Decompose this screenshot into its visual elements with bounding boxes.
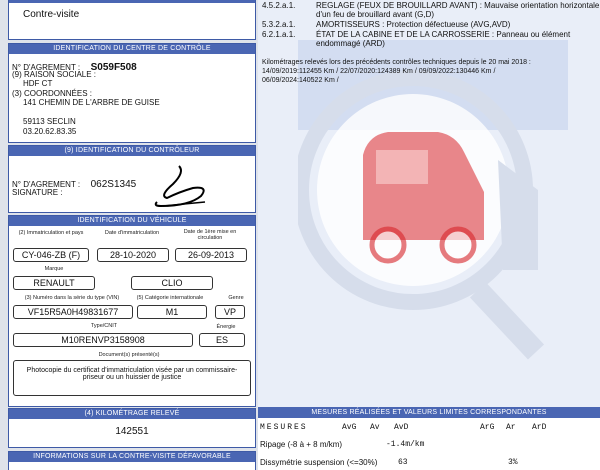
contre-visite-panel [8, 451, 256, 470]
address-line-1: 141 CHEMIN DE L'ARBRE DE GUISE [23, 98, 160, 107]
date-first-label: Date de 1ère mise en circulation [183, 229, 237, 241]
immat-value: CY-046-ZB (F) [13, 248, 89, 262]
col-avd: AvD [394, 423, 409, 432]
immat-label: (2) Immatriculation et pays [18, 230, 84, 236]
col-ar: Ar [506, 423, 516, 432]
col-avg: AvG [342, 423, 357, 432]
dissym-label: Dissymétrie suspension (<=30%) [260, 458, 378, 467]
controleur-agrement-label: N° D'AGREMENT : [12, 180, 81, 189]
centre-agrement-label: N° D'AGREMENT : [12, 63, 81, 72]
kilometrage-header: (4) KILOMÉTRAGE RELEVÉ [9, 409, 255, 419]
raison-label: (9) RAISON SOCIALE : [12, 70, 97, 79]
col-ard: ArD [532, 423, 547, 432]
controleur-header: (9) IDENTIFICATION DU CONTRÔLEUR [9, 146, 255, 156]
type-label: Type/CNIT [90, 323, 118, 329]
marque-label: Marque [44, 266, 64, 272]
vehicule-header: IDENTIFICATION DU VÉHICULE [9, 216, 255, 226]
defect-2-text: AMORTISSEURS : Protection défectueuse (AVG,AVD) [316, 20, 511, 29]
mesures-title: MESURES [260, 423, 308, 432]
signature-mark [149, 162, 229, 210]
cat-value: M1 [137, 305, 207, 319]
contre-visite-header: INFORMATIONS SUR LA CONTRE-VISITE DÉFAVORABLE [9, 452, 255, 462]
col-arg: ArG [480, 423, 495, 432]
signature-label: SIGNATURE : [12, 188, 63, 197]
centre-agrement-value: S059F508 [90, 62, 137, 73]
mesures-header: MESURES RÉALISÉES ET VALEURS LIMITES CORRESPONDANTES [258, 407, 600, 418]
docs-box [13, 360, 251, 396]
controleur-panel [8, 145, 256, 213]
docs-value: Photocopie du certificat d'immatriculation visée par un commissaire-priseur ou un huissier de justice [26, 367, 238, 381]
raison-value: HDF CT [23, 79, 53, 88]
phone: 03.20.62.83.35 [23, 127, 77, 136]
address-line-2: 59113 SECLIN [23, 117, 76, 126]
result-header [9, 0, 255, 3]
defect-1-code: 4.5.2.a.1. [262, 1, 296, 10]
result-value: Contre-visite [23, 9, 80, 20]
coord-label: (3) COORDONNÉES : [12, 89, 93, 98]
vin-value: VF15R5A0H49831677 [13, 305, 133, 319]
date-first-value: 26-09-2013 [175, 248, 247, 262]
energie-value: ES [199, 333, 245, 347]
vin-label: (3) Numéro dans la série du type (VIN) [24, 295, 120, 301]
type-value: M10RENVP3158908 [13, 333, 193, 347]
date-immat-label: Date d'immatriculation [104, 230, 160, 236]
km-history-line-3: 06/09/2024:140522 Km / [262, 77, 339, 84]
genre-value: VP [215, 305, 245, 319]
km-history-line-1: Kilométrages relevés lors des précédents contrôles techniques depuis le 20 mai 2018 : [262, 59, 531, 66]
date-immat-value: 28-10-2020 [97, 248, 169, 262]
modele-value: CLIO [131, 276, 213, 290]
docs-label: Document(s) présenté(s) [98, 352, 160, 358]
ripage-label: Ripage (-8 à + 8 m/km) [260, 440, 343, 449]
watermark-emblem [298, 40, 568, 360]
ripage-value: -1.4m/km [386, 440, 425, 449]
km-history-line-2: 14/09/2019:112455 Km / 22/07/2020:124389 Km / 09/09/2022:130446 Km / [262, 68, 496, 75]
kilometrage-panel [8, 408, 256, 448]
genre-label: Genre [228, 295, 244, 301]
col-av: Av [370, 423, 380, 432]
centre-panel [8, 43, 256, 143]
defect-3-text: ÉTAT DE LA CABINE ET DE LA CARROSSERIE : Panneau ou élément endommagé (ARD) [316, 30, 571, 48]
result-panel [8, 0, 256, 40]
vehicule-panel [8, 215, 256, 407]
defect-1-text: REGLAGE (FEUX DE BROUILLARD AVANT) : Mauvaise orientation horizontale d'un feu de brouillard avant (G,D) [316, 1, 600, 19]
defect-3-code: 6.2.1.a.1. [262, 30, 296, 39]
cat-label: (5) Catégorie internationale [136, 295, 204, 301]
controleur-agrement-value: 062S1345 [90, 179, 137, 190]
mesures-panel [258, 407, 600, 470]
defects-column [258, 0, 600, 470]
dissym-ar: 3% [508, 458, 518, 467]
kilometrage-value: 142551 [115, 426, 149, 437]
centre-header: IDENTIFICATION DU CENTRE DE CONTRÔLE [9, 44, 255, 54]
defect-2-code: 5.3.2.a.1. [262, 20, 296, 29]
dissym-av: 63 [398, 458, 408, 467]
energie-label: Énergie [216, 324, 236, 330]
marque-value: RENAULT [13, 276, 95, 290]
